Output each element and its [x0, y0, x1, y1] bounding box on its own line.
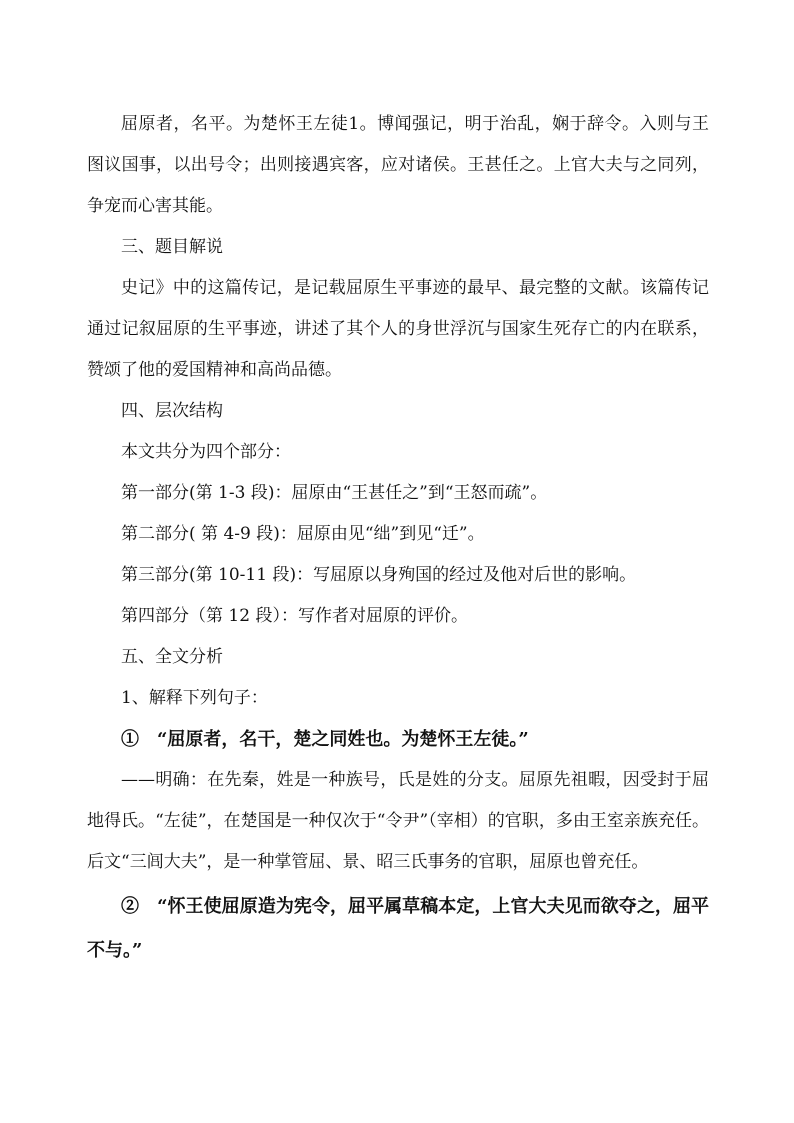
structure-part-3: 第三部分(第 10-11 段)：写屈原以身殉国的经过及他对后世的影响。 — [121, 565, 637, 585]
structure-part-2: 第二部分( 第 4-9 段)：屈原由见“绌”到见“迁”。 — [121, 524, 485, 544]
quoted-sentence-2: ② “怀王使屈原造为宪令，屈平属草稿本定，上官大夫见而欲夺之，屈平不与。” — [87, 896, 709, 961]
section-heading-structure: 四、层次结构 — [121, 401, 223, 421]
structure-part-1: 第一部分(第 1-3 段)：屈原由“王甚任之”到“王怒而疏”。 — [121, 483, 548, 503]
structure-part-4: 第四部分（第 12 段）：写作者对屈原的评价。 — [121, 606, 468, 626]
explanation-1: ——明确：在先秦，姓是一种族号，氏是姓的分支。屈原先祖暇，因受封于屈地得氏。“左徒”，在楚国是一种仅次于“令尹”（宰相）的官职，多由王室亲族充任。后文“三闾大夫”，是一种掌管屈、景、昭三氏事务的官职，屈原也曾充任。 — [87, 770, 709, 872]
paragraph-biography-intro: 屈原者，名平。为楚怀王左徒1。博闻强记，明于治乱，娴于辞令。入则与王图议国事，以出号令；出则接遇宾客，应对诸侯。王甚任之。上官大夫与之同列，争宠而心害其能。 — [87, 114, 709, 216]
quoted-sentence-1: ① “屈原者，名干，楚之同姓也。为楚怀王左徒。” — [121, 729, 529, 750]
paragraph-structure-intro: 本文共分为四个部分： — [121, 442, 291, 462]
section-heading-analysis: 五、全文分析 — [121, 647, 223, 667]
section-heading-title-explanation: 三、题目解说 — [121, 237, 223, 257]
document-body — [87, 104, 709, 973]
paragraph-title-explanation: 史记》中的这篇传记，是记载屈原生平事迹的最早、最完整的文献。该篇传记通过记叙屈原的生平事迹，讲述了其个人的身世浮沉与国家生死存亡的内在联系，赞颂了他的爱国精神和高尚品德。 — [87, 278, 709, 380]
analysis-subheading: 1、解释下列句子： — [121, 688, 268, 708]
